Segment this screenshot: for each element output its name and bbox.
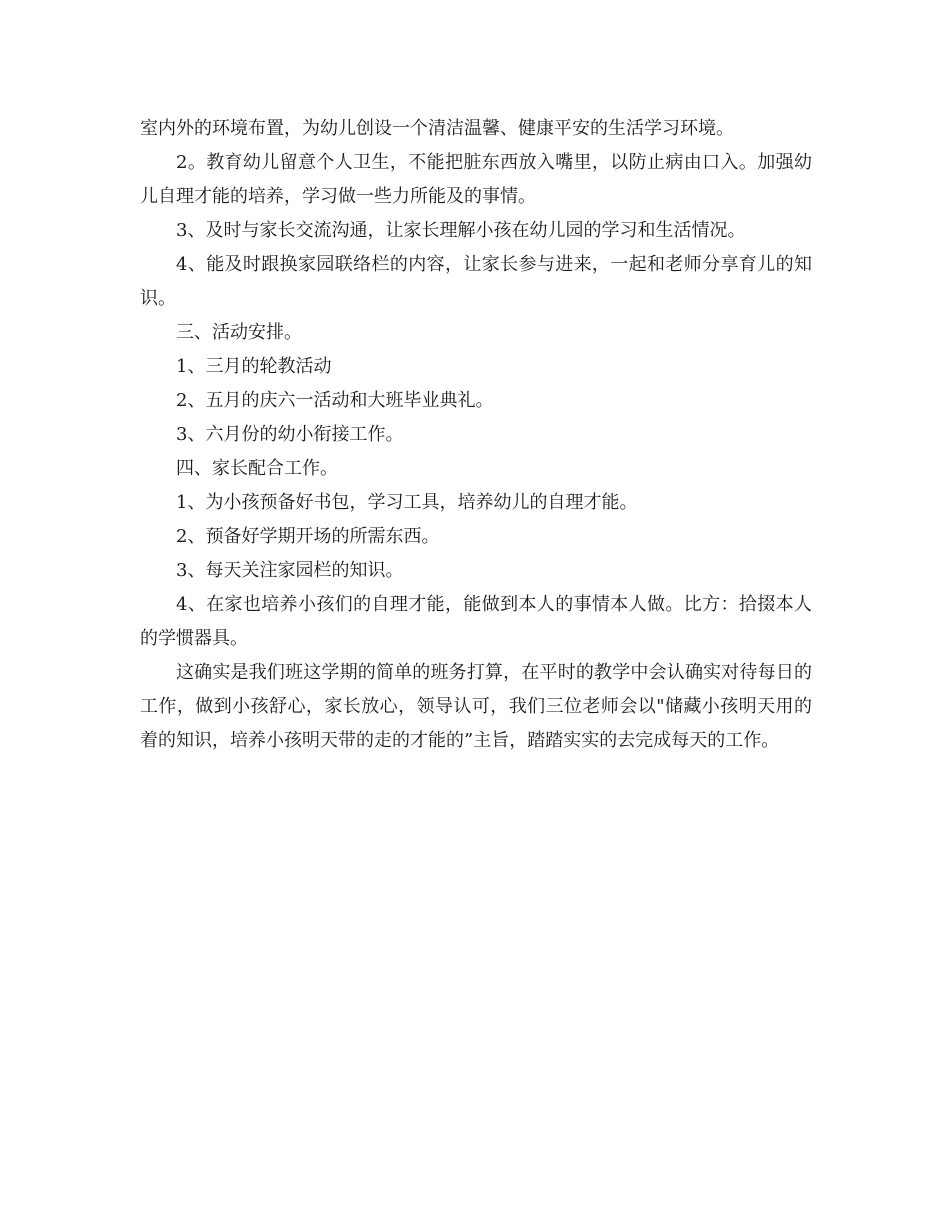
parent-item-board: 3、每天关注家园栏的知识。 (176, 560, 404, 581)
activity-item-may: 2、五月的庆六一活动和大班毕业典礼。 (176, 390, 494, 411)
paragraph-contact-board: 4、能及时跟换家园联络栏的内容，让家长参与进来，一起和老师分享育儿的知识。 (140, 254, 812, 309)
section-heading-parents: 四、家长配合工作。 (176, 458, 338, 479)
paragraph-environment: 室内外的环境布置，为幼儿创设一个清洁温馨、健康平安的生活学习环境。 (140, 118, 734, 139)
activity-item-june: 3、六月份的幼小衔接工作。 (176, 424, 404, 445)
section-heading-activities: 三、活动安排。 (176, 322, 302, 343)
activity-item-march: 1、三月的轮教活动 (176, 356, 332, 377)
paragraph-hygiene: 2。教育幼儿留意个人卫生，不能把脏东西放入嘴里，以防止病由口入。加强幼儿自理才能的培养，学习做一些力所能及的事情。 (140, 152, 812, 207)
document-body (140, 112, 812, 758)
paragraph-conclusion: 这确实是我们班这学期的简单的班务打算，在平时的教学中会认确实对待每日的工作，做到小孩舒心，家长放心，领导认可，我们三位老师会以"储藏小孩明天用的着的知识，培养小孩明天带的走的才能的”主旨，踏踏实实的去完成每天的工作。 (140, 662, 812, 751)
paragraph-parent-communication: 3、及时与家长交流沟通，让家长理解小孩在幼儿园的学习和生活情况。 (176, 220, 746, 241)
parent-item-supplies: 2、预备好学期开场的所需东西。 (176, 526, 440, 547)
parent-item-schoolbag: 1、为小孩预备好书包，学习工具，培养幼儿的自理才能。 (176, 492, 638, 513)
parent-item-self-care: 4、在家也培养小孩们的自理才能，能做到本人的事情本人做。比方：拾掇本人的学惯器具。 (140, 594, 812, 649)
